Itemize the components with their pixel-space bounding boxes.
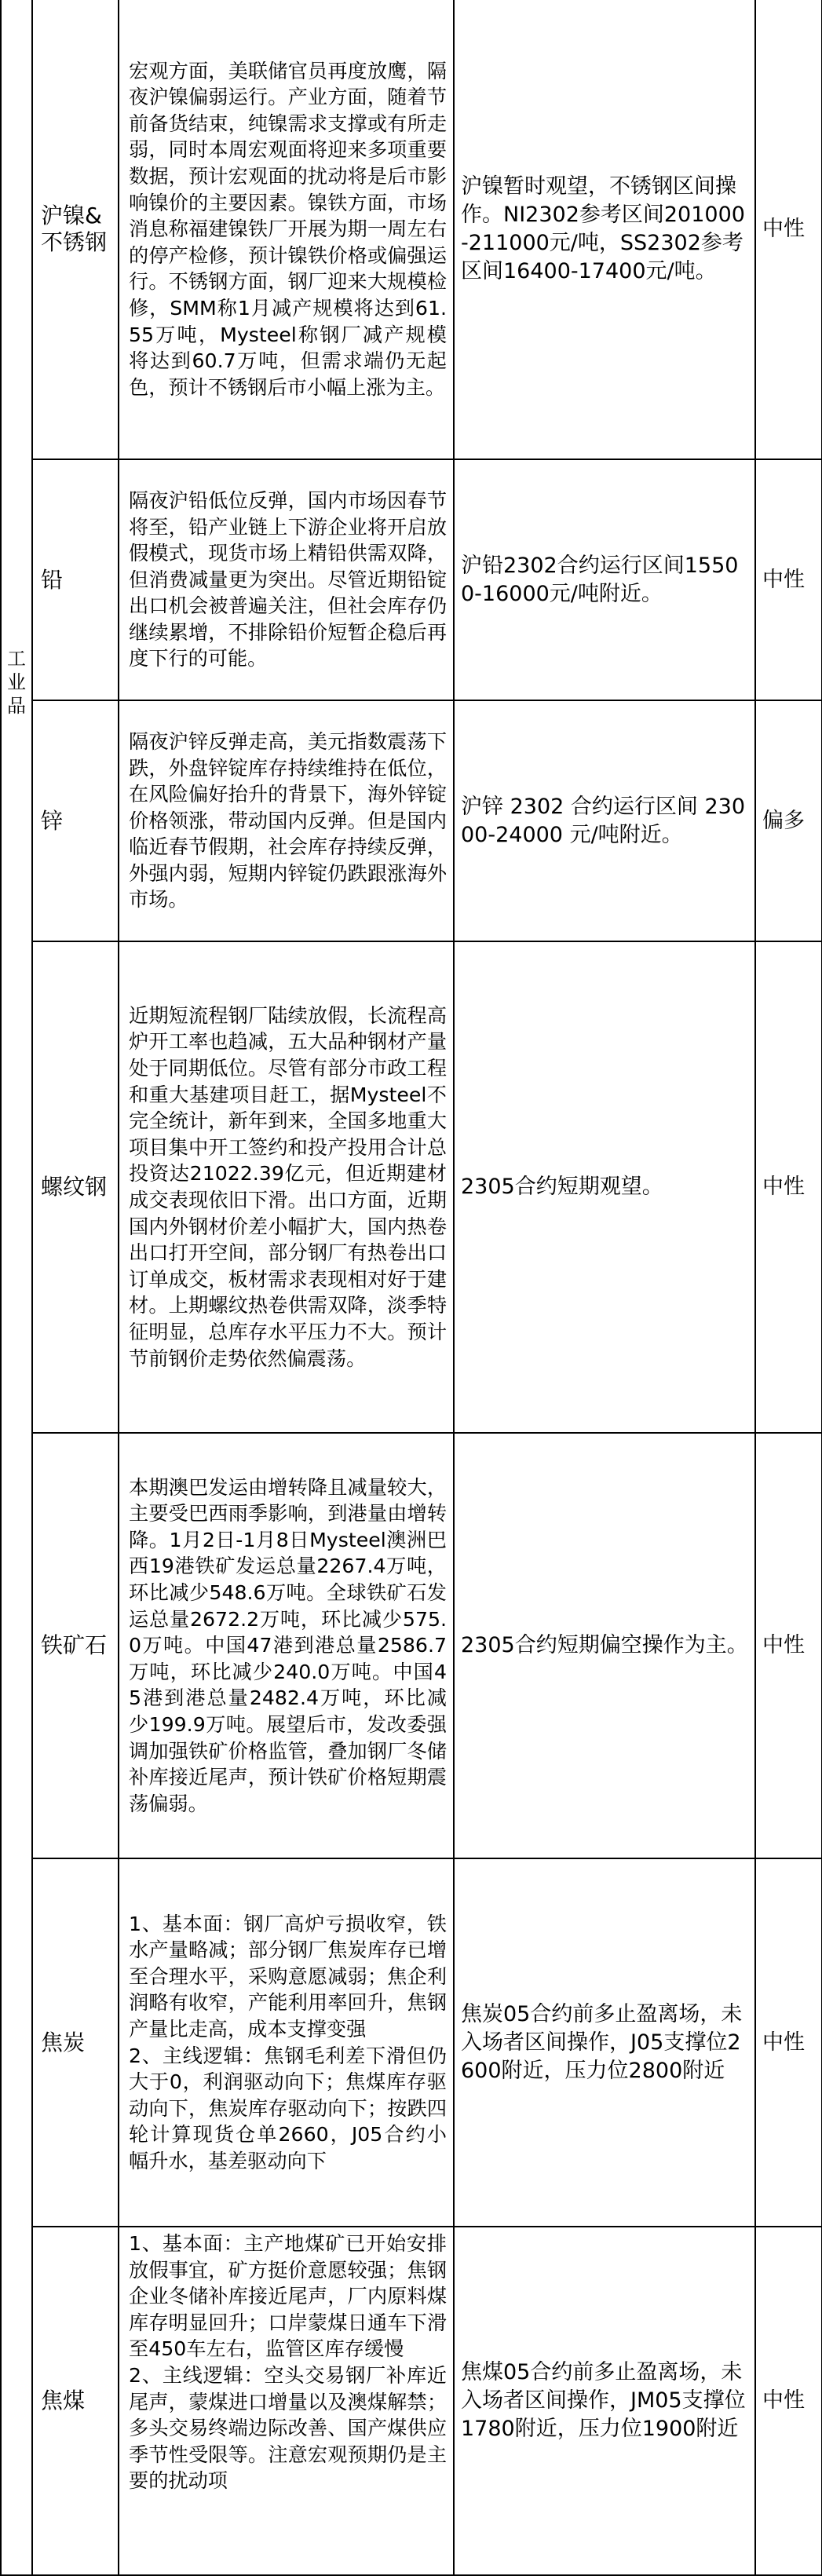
strategy-cell: 2305合约短期偏空操作为主。 <box>454 1433 755 1858</box>
rating-cell: 中性 <box>755 1858 822 2227</box>
sector-char: 工 <box>7 648 26 670</box>
rating-cell: 中性 <box>755 1433 822 1858</box>
commodity-name: 锌 <box>32 700 119 941</box>
analysis-cell <box>119 941 454 1433</box>
rating-cell: 中性 <box>755 0 822 459</box>
strategy-cell: 沪镍暂时观望，不锈钢区间操作。NI2302参考区间201000-211000元/吨，SS2302参考区间16400-17400元/吨。 <box>454 0 755 459</box>
rating-cell: 中性 <box>755 2227 822 2575</box>
rating-cell: 中性 <box>755 459 822 700</box>
analysis-text: 1、基本面：主产地煤矿已开始安排放假事宜，矿方挺价意愿较强；焦钢企业冬储补库接近尾声，厂内原料煤库存明显回升；口岸蒙煤日通车下滑至450车左右，监管区库存缓慢 <box>129 2232 447 2361</box>
table-row <box>1 459 822 700</box>
table-row <box>1 941 822 1433</box>
sector-label <box>1 0 32 2575</box>
strategy-cell: 沪铅2302合约运行区间15500-16000元/吨附近。 <box>454 459 755 700</box>
table-row <box>1 2227 822 2575</box>
rating-cell: 偏多 <box>755 700 822 941</box>
commodity-name: 焦炭 <box>32 1858 119 2227</box>
commodity-name: 铅 <box>32 459 119 700</box>
sector-char: 品 <box>7 695 26 717</box>
analysis-text: 1、基本面：钢厂高炉亏损收窄，铁水产量略减；部分钢厂焦炭库存已增至合理水平，采购意愿减弱；焦企利润略有收窄，产能利用率回升，焦钢产量比走高，成本支撑变强 <box>129 1912 447 2041</box>
analysis-text: 2、主线逻辑：空头交易钢厂补库近尾声，蒙煤进口增量以及澳煤解禁；多头交易终端边际改善、国产煤供应季节性受限等。注意宏观预期仍是主要的扰动项 <box>129 2363 447 2493</box>
table-row <box>1 700 822 941</box>
commodity-name: 铁矿石 <box>32 1433 119 1858</box>
analysis-text: 近期短流程钢厂陆续放假，长流程高炉开工率也趋减，五大品种钢材产量处于同期低位。尽管有部分市政工程和重大基建项目赶工，据Mysteel不完全统计，新年到来，全国多地重大项目集中开工签约和投产投用合计总投资达21022.39亿元，但近期建材成交表现依旧下滑。出口方面，近期国内外钢材价差小幅扩大，国内热卷出口打开空间，部分钢厂有热卷出口订单成交，板材需求表现相对好于建材。上期螺纹热卷供需双降，淡季特征明显，总库存水平压力不大。预计节前钢价走势依然偏震荡。 <box>129 1003 447 1370</box>
analysis-text: 隔夜沪锌反弹走高，美元指数震荡下跌，外盘锌锭库存持续维持在低位，在风险偏好抬升的背景下，海外锌锭价格领涨，带动国内反弹。但是国内临近春节假期，社会库存持续反弹，外强内弱，短期内锌锭仍跌跟涨海外市场。 <box>129 729 447 912</box>
table-row <box>1 0 822 459</box>
analysis-cell <box>119 0 454 459</box>
commodity-name: 螺纹钢 <box>32 941 119 1433</box>
table-row <box>1 1858 822 2227</box>
analysis-text: 2、主线逻辑：焦钢毛利差下滑但仍大于0，利润驱动向下；焦煤库存驱动向下，焦炭库存驱动向下；按跌四轮计算现货仓单2660，J05合约小幅升水，基差驱动向下 <box>129 2044 447 2172</box>
strategy-cell: 焦煤05合约前多止盈离场，未入场者区间操作，JM05支撑位1780附近，压力位1900附近 <box>454 2227 755 2575</box>
analysis-cell <box>119 700 454 941</box>
commodity-name: 焦煤 <box>32 2227 119 2575</box>
rating-cell: 中性 <box>755 941 822 1433</box>
strategy-cell: 2305合约短期观望。 <box>454 941 755 1433</box>
table-row <box>1 1433 822 1858</box>
strategy-cell: 沪锌 2302 合约运行区间 23000-24000 元/吨附近。 <box>454 700 755 941</box>
analysis-cell <box>119 459 454 700</box>
sector-char: 业 <box>7 671 26 693</box>
analysis-text: 宏观方面，美联储官员再度放鹰，隔夜沪镍偏弱运行。产业方面，随着节前备货结束，纯镍需求支撑或有所走弱，同时本周宏观面将迎来多项重要数据，预计宏观面的扰动将是后市影响镍价的主要因素。镍铁方面，市场消息称福建镍铁厂开展为期一周左右的停产检修，预计镍铁价格或偏强运行。不锈钢方面，钢厂迎来大规模检修，SMM称1月减产规模将达到61.55万吨，Mysteel称钢厂减产规模将达到60.7万吨，但需求端仍无起色，预计不锈钢后市小幅上涨为主。 <box>129 59 447 399</box>
analysis-cell <box>119 1433 454 1858</box>
strategy-cell: 焦炭05合约前多止盈离场，未入场者区间操作，J05支撑位2600附近，压力位2800附近 <box>454 1858 755 2227</box>
analysis-cell <box>119 1858 454 2227</box>
analysis-text: 本期澳巴发运由增转降且减量较大，主要受巴西雨季影响，到港量由增转降。1月2日-1月8日Mysteel澳洲巴西19港铁矿发运总量2267.4万吨，环比减少548.6万吨。全球铁矿石发运总量2672.2万吨，环比减少575.0万吨。中国47港到港总量2586.7万吨，环比减少240.0万吨。中国45港到港总量2482.4万吨，环比减少199.9万吨。展望后市，发改委强调加强铁矿价格监管，叠加钢厂冬储补库接近尾声，预计铁矿价格短期震荡偏弱。 <box>129 1475 447 1815</box>
commodity-name: 沪镍&不锈钢 <box>32 0 119 459</box>
sector-text <box>2 647 31 718</box>
analysis-cell <box>119 2227 454 2575</box>
analysis-text: 隔夜沪铅低位反弹，国内市场因春节将至，铅产业链上下游企业将开启放假模式，现货市场上精铅供需双降，但消费减量更为突出。尽管近期铅锭出口机会被普遍关注，但社会库存仍继续累增，不排除铅价短暂企稳后再度下行的可能。 <box>129 488 447 670</box>
